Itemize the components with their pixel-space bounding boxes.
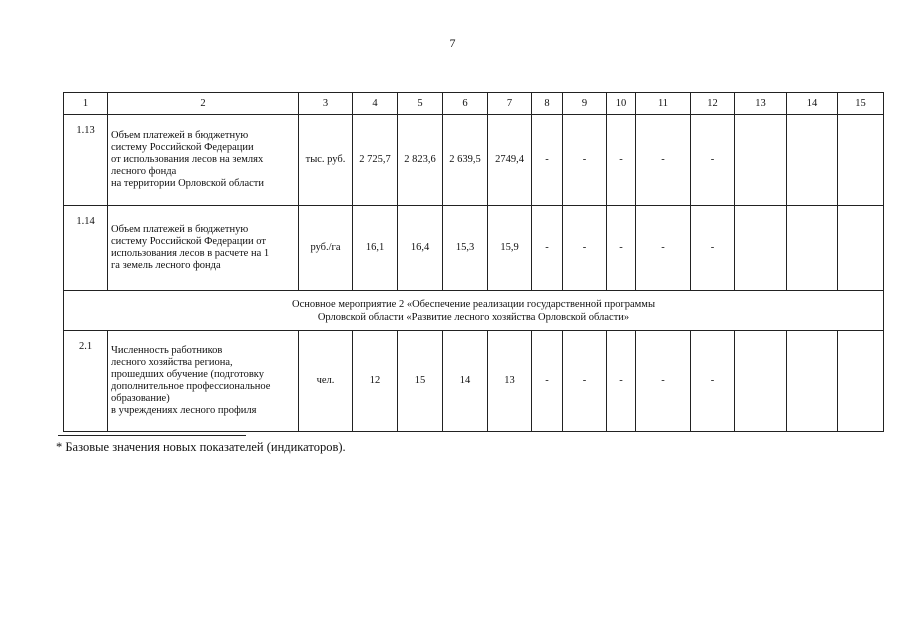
value-cell: 16,1 bbox=[353, 206, 398, 291]
name-line: систему Российской Федерации bbox=[111, 142, 254, 153]
value-cell: - bbox=[532, 331, 563, 432]
indicator-name bbox=[108, 331, 299, 432]
value-cell: - bbox=[636, 115, 691, 206]
header-cell: 3 bbox=[299, 93, 353, 115]
header-cell: 4 bbox=[353, 93, 398, 115]
value-cell bbox=[787, 206, 838, 291]
value-cell: 2 639,5 bbox=[443, 115, 488, 206]
value-cell: - bbox=[607, 331, 636, 432]
table-row bbox=[64, 115, 884, 206]
header-cell: 9 bbox=[563, 93, 607, 115]
value-cell: - bbox=[691, 115, 735, 206]
value-cell: - bbox=[636, 206, 691, 291]
table-row bbox=[64, 331, 884, 432]
value-cell: - bbox=[607, 115, 636, 206]
value-cell bbox=[838, 115, 884, 206]
header-cell: 14 bbox=[787, 93, 838, 115]
name-line: лесного хозяйства региона, bbox=[111, 357, 233, 368]
section-title bbox=[64, 291, 884, 331]
value-cell: - bbox=[532, 115, 563, 206]
header-cell: 12 bbox=[691, 93, 735, 115]
footnote-divider bbox=[58, 435, 246, 436]
row-number: 2.1 bbox=[64, 331, 108, 432]
name-line: использования лесов в расчете на 1 bbox=[111, 248, 270, 259]
value-cell bbox=[787, 115, 838, 206]
page-number: 7 bbox=[449, 36, 456, 50]
value-cell: 2 725,7 bbox=[353, 115, 398, 206]
header-cell: 15 bbox=[838, 93, 884, 115]
name-line: га земель лесного фонда bbox=[111, 260, 221, 271]
value-cell: - bbox=[563, 115, 607, 206]
indicator-name bbox=[108, 206, 299, 291]
value-cell: 13 bbox=[488, 331, 532, 432]
section-title-line: Орловской области «Развитие лесного хозяйства Орловской области» bbox=[317, 311, 630, 323]
value-cell bbox=[735, 115, 787, 206]
row-number: 1.14 bbox=[64, 206, 108, 291]
header-cell: 8 bbox=[532, 93, 563, 115]
header-cell: 5 bbox=[398, 93, 443, 115]
value-cell bbox=[735, 331, 787, 432]
value-cell: 15,9 bbox=[488, 206, 532, 291]
value-cell: - bbox=[563, 206, 607, 291]
footnote: * Базовые значения новых показателей (индикаторов). bbox=[56, 440, 346, 454]
name-line: в учреждениях лесного профиля bbox=[111, 405, 257, 416]
name-line: на территории Орловской области bbox=[111, 178, 264, 189]
value-cell: - bbox=[607, 206, 636, 291]
unit-cell: тыс. руб. bbox=[299, 115, 353, 206]
value-cell: 14 bbox=[443, 331, 488, 432]
value-cell: - bbox=[691, 331, 735, 432]
row-number: 1.13 bbox=[64, 115, 108, 206]
name-line: систему Российской Федерации от bbox=[111, 236, 266, 247]
name-line: образование) bbox=[111, 393, 170, 404]
value-cell: - bbox=[691, 206, 735, 291]
value-cell: - bbox=[636, 331, 691, 432]
value-cell: 15 bbox=[398, 331, 443, 432]
table-row bbox=[64, 206, 884, 291]
value-cell: - bbox=[532, 206, 563, 291]
value-cell: - bbox=[563, 331, 607, 432]
value-cell bbox=[838, 331, 884, 432]
name-line: лесного фонда bbox=[111, 166, 177, 177]
header-cell: 7 bbox=[488, 93, 532, 115]
header-cell: 6 bbox=[443, 93, 488, 115]
name-line: Объем платежей в бюджетную bbox=[111, 224, 249, 235]
header-cell: 11 bbox=[636, 93, 691, 115]
unit-cell: чел. bbox=[299, 331, 353, 432]
section-row bbox=[64, 291, 884, 331]
indicator-name bbox=[108, 115, 299, 206]
value-cell bbox=[787, 331, 838, 432]
header-cell: 13 bbox=[735, 93, 787, 115]
value-cell bbox=[838, 206, 884, 291]
table-header-row bbox=[64, 93, 884, 115]
value-cell: 15,3 bbox=[443, 206, 488, 291]
name-line: прошедших обучение (подготовку bbox=[111, 369, 264, 380]
value-cell: 2 823,6 bbox=[398, 115, 443, 206]
header-cell: 1 bbox=[64, 93, 108, 115]
name-line: от использования лесов на землях bbox=[111, 154, 264, 165]
header-cell: 2 bbox=[108, 93, 299, 115]
value-cell: 12 bbox=[353, 331, 398, 432]
value-cell: 16,4 bbox=[398, 206, 443, 291]
header-cell: 10 bbox=[607, 93, 636, 115]
indicators-table bbox=[63, 92, 884, 432]
unit-cell: руб./га bbox=[299, 206, 353, 291]
value-cell bbox=[735, 206, 787, 291]
section-title-line: Основное мероприятие 2 «Обеспечение реализации государственной программы bbox=[291, 298, 656, 310]
value-cell: 2749,4 bbox=[488, 115, 532, 206]
name-line: дополнительное профессиональное bbox=[111, 381, 271, 392]
name-line: Численность работников bbox=[111, 345, 223, 356]
name-line: Объем платежей в бюджетную bbox=[111, 130, 249, 141]
